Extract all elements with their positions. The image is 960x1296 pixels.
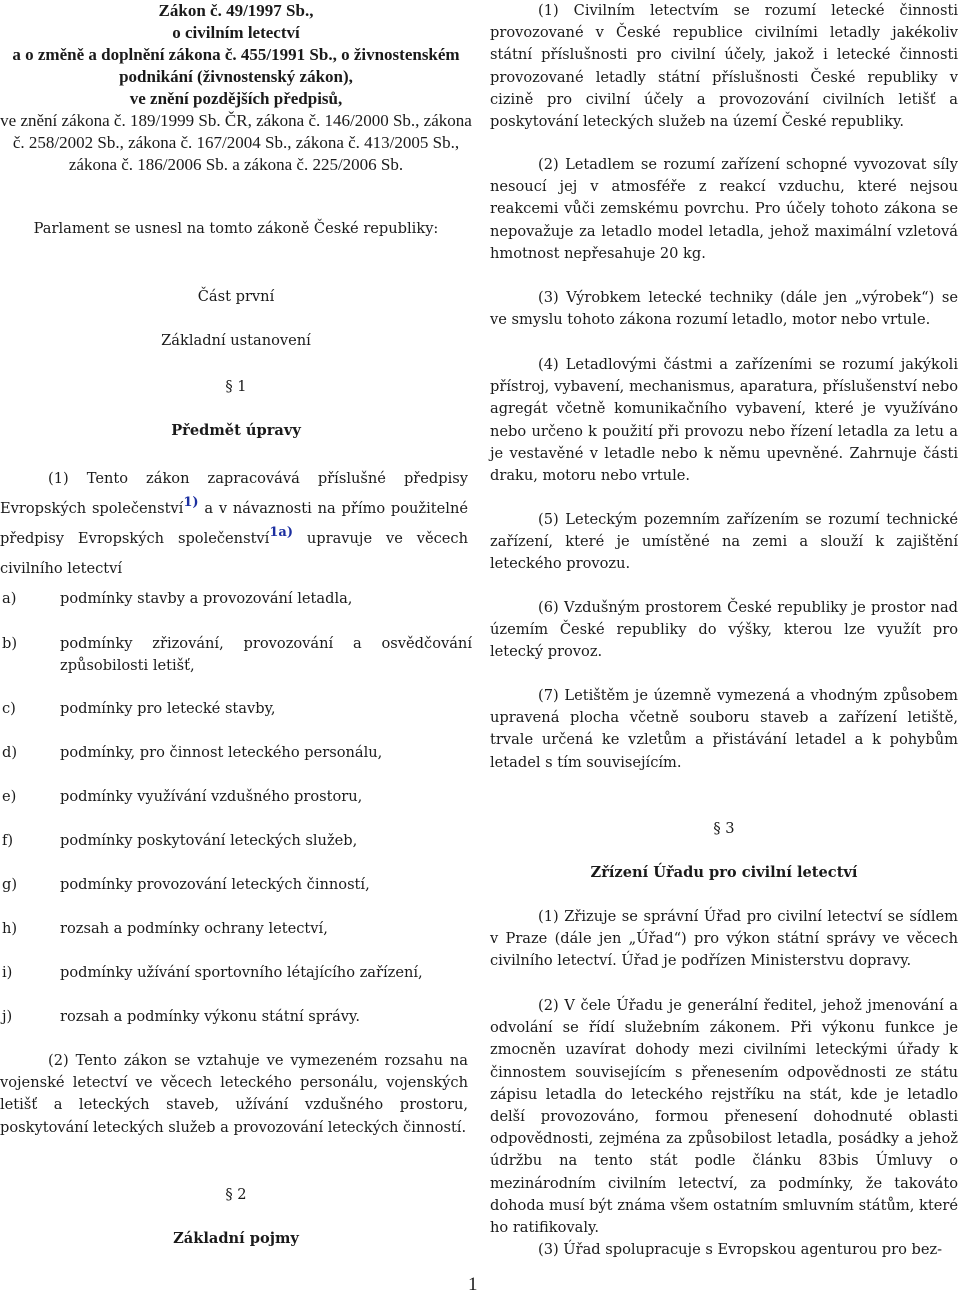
list-item: i) podmínky užívání sportovního létajícího zařízení,	[2, 964, 423, 981]
list-item: g) podmínky provozování leteckých činností,	[2, 876, 370, 893]
list-item: c) podmínky pro letecké stavby,	[2, 700, 276, 717]
section-3-title: Zřízení Úřadu pro civilní letectví	[590, 864, 858, 881]
law-subtitle: a o změně a doplnění zákona č. 455/1991 Sb., o živnostenském	[12, 45, 460, 64]
list-item: j) rozsah a podmínky výkonu státní správy.	[2, 1008, 360, 1025]
section-2-paragraph-5: (5) Leteckým pozemním zařízením se rozumí technické zařízení, které je umístěné na zemi a slouží k zajištění leteckého provozu.	[490, 511, 958, 573]
section-2-paragraph-2: (2) Letadlem se rozumí zařízení schopné vyvozovat síly nesoucí jej v atmosféře z reakcí vzduchu, které nejsou reakcemi vůči zemskému povrchu. Pro účely tohoto zákona se nepovažuje za letadlo model letadla, jehož maximální vzletová hmotnost nepřesahuje 20 kg.	[490, 156, 958, 262]
footnote-ref-1a[interactable]: 1a)	[269, 525, 293, 541]
section-2-number: § 2	[225, 1186, 247, 1203]
section-3-paragraph-2: (2) V čele Úřadu je generální ředitel, jehož jmenování a odvolání se řídí služebním zákonem. Při výkonu funkce je zmocněn uzavírat dohody mezi civilními leteckými úřady k činnostem souvisejícím s přenesením odpovědnosti ze státu zápisu letadla do leteckého rejstříku na stát, kde je letadlo delší provozováno, formou přenesení dohodnuté oblasti odpovědnosti, zejména za způsobilost letadla, posádky a jehož údržbu na tento stát podle článku 83bis Úmluvy o mezinárodním civilním letectví, za podmínky, že takováto dohoda musí být známa všem ostatním smluvním státům, které ho ratifikovaly.	[490, 997, 958, 1237]
section-1-title: Předmět úpravy	[171, 422, 301, 439]
list-item: a) podmínky stavby a provozování letadla,	[2, 590, 353, 607]
preamble: Parlament se usnesl na tomto zákoně České republiky:	[33, 220, 439, 237]
page-number: 1	[468, 1274, 478, 1295]
list-item: e) podmínky využívání vzdušného prostoru,	[2, 788, 363, 805]
section-2-title: Základní pojmy	[173, 1230, 299, 1247]
section-2-paragraph-4: (4) Letadlovými částmi a zařízeními se rozumí jakýkoli přístroj, vybavení, mechanismus, aparatura, příslušenství nebo agregát včetně komunikačního vybavení, které je využíváno nebo určeno k použití při provozu nebo řízení letadla za letu a je vestavěné v letadle nebo k němu upevněné. Zahrnuje části draku, motoru nebo vrtule.	[490, 356, 958, 485]
list-item: b) podmínky zřizování, provozování a osvědčování způsobilosti letišť,	[2, 635, 472, 674]
law-title: o civilním letectví	[172, 23, 300, 42]
section-2-paragraph-1: (1) Civilním letectvím se rozumí letecké činnosti provozované v České republice civilními letadly jakékoliv státní příslušnosti pro civilní účely, jakož i letecké činnosti provozované letadly státní příslušnosti České republiky v cizině pro civilní účely a provozování civilních letišť a poskytování leteckých služeb na území České republiky.	[490, 2, 958, 131]
section-3-paragraph-3: (3) Úřad spolupracuje s Evropskou agenturou pro bez-	[538, 1241, 943, 1258]
section-1-paragraph-2: (2) Tento zákon se vztahuje ve vymezeném rozsahu na vojenské letectví ve věcech leteckého personálu, vojenských letišť a leteckých staveb, užívání vzdušného prostoru, poskytování leteckých služeb a provozování leteckých činností.	[0, 1052, 468, 1136]
list-item: h) rozsah a podmínky ochrany letectví,	[2, 920, 328, 937]
document-header	[0, 0, 472, 176]
section-3-paragraph-1: (1) Zřizuje se správní Úřad pro civilní letectví se sídlem v Praze (dále jen „Úřad“) pro výkon státní správy ve věcech civilního letectví. Úřad je podřízen Ministerstvu dopravy.	[490, 908, 958, 970]
section-2-paragraph-7: (7) Letištěm je územně vymezená a vhodným způsobem upravená plocha včetně souboru staveb a zařízení letiště, trvale určená ke vzletům a přistávání letadel a k pohybům letadel s tím souvisejícím.	[490, 687, 958, 771]
section-1-number: § 1	[225, 378, 247, 395]
list-item: f) podmínky poskytování leteckých služeb,	[2, 832, 358, 849]
section-3-number: § 3	[713, 820, 735, 837]
amendments-note: ve znění zákona č. 189/1999 Sb. ČR, zákona č. 146/2000 Sb., zákona č. 258/2002 Sb., zákona č. 167/2004 Sb., zákona č. 413/2005 Sb., zákona č. 186/2006 Sb. a zákona č. 225/2006 Sb.	[0, 111, 472, 174]
section-2-paragraph-6: (6) Vzdušným prostorem České republiky je prostor nad územím České republiky do výšky, kterou lze využít pro letecký provoz.	[490, 599, 958, 661]
footnote-ref-1[interactable]: 1)	[183, 495, 199, 511]
law-subtitle-2: podnikání (živnostenský zákon),	[119, 67, 353, 86]
law-number: Zákon č. 49/1997 Sb.,	[158, 1, 314, 20]
part-heading: Část první	[197, 288, 275, 305]
list-item: d) podmínky, pro činnost leteckého personálu,	[2, 744, 383, 761]
section-2-paragraph-3: (3) Výrobkem letecké techniky (dále jen „výrobek“) se ve smyslu tohoto zákona rozumí letadlo, motor nebo vrtule.	[490, 289, 958, 329]
section-1-paragraph-1: (1) Tento zákon zapracovává příslušné předpisy Evropských společenství$^{1)}$ a v návaznosti na přímo použitelné předpisy Evropských společenství$^{1a)}$ upravuje ve věcech civilního letectví	[0, 470, 468, 577]
law-subtitle-3: ve znění pozdějších předpisů,	[129, 89, 343, 108]
part-title: Základní ustanovení	[161, 332, 311, 349]
